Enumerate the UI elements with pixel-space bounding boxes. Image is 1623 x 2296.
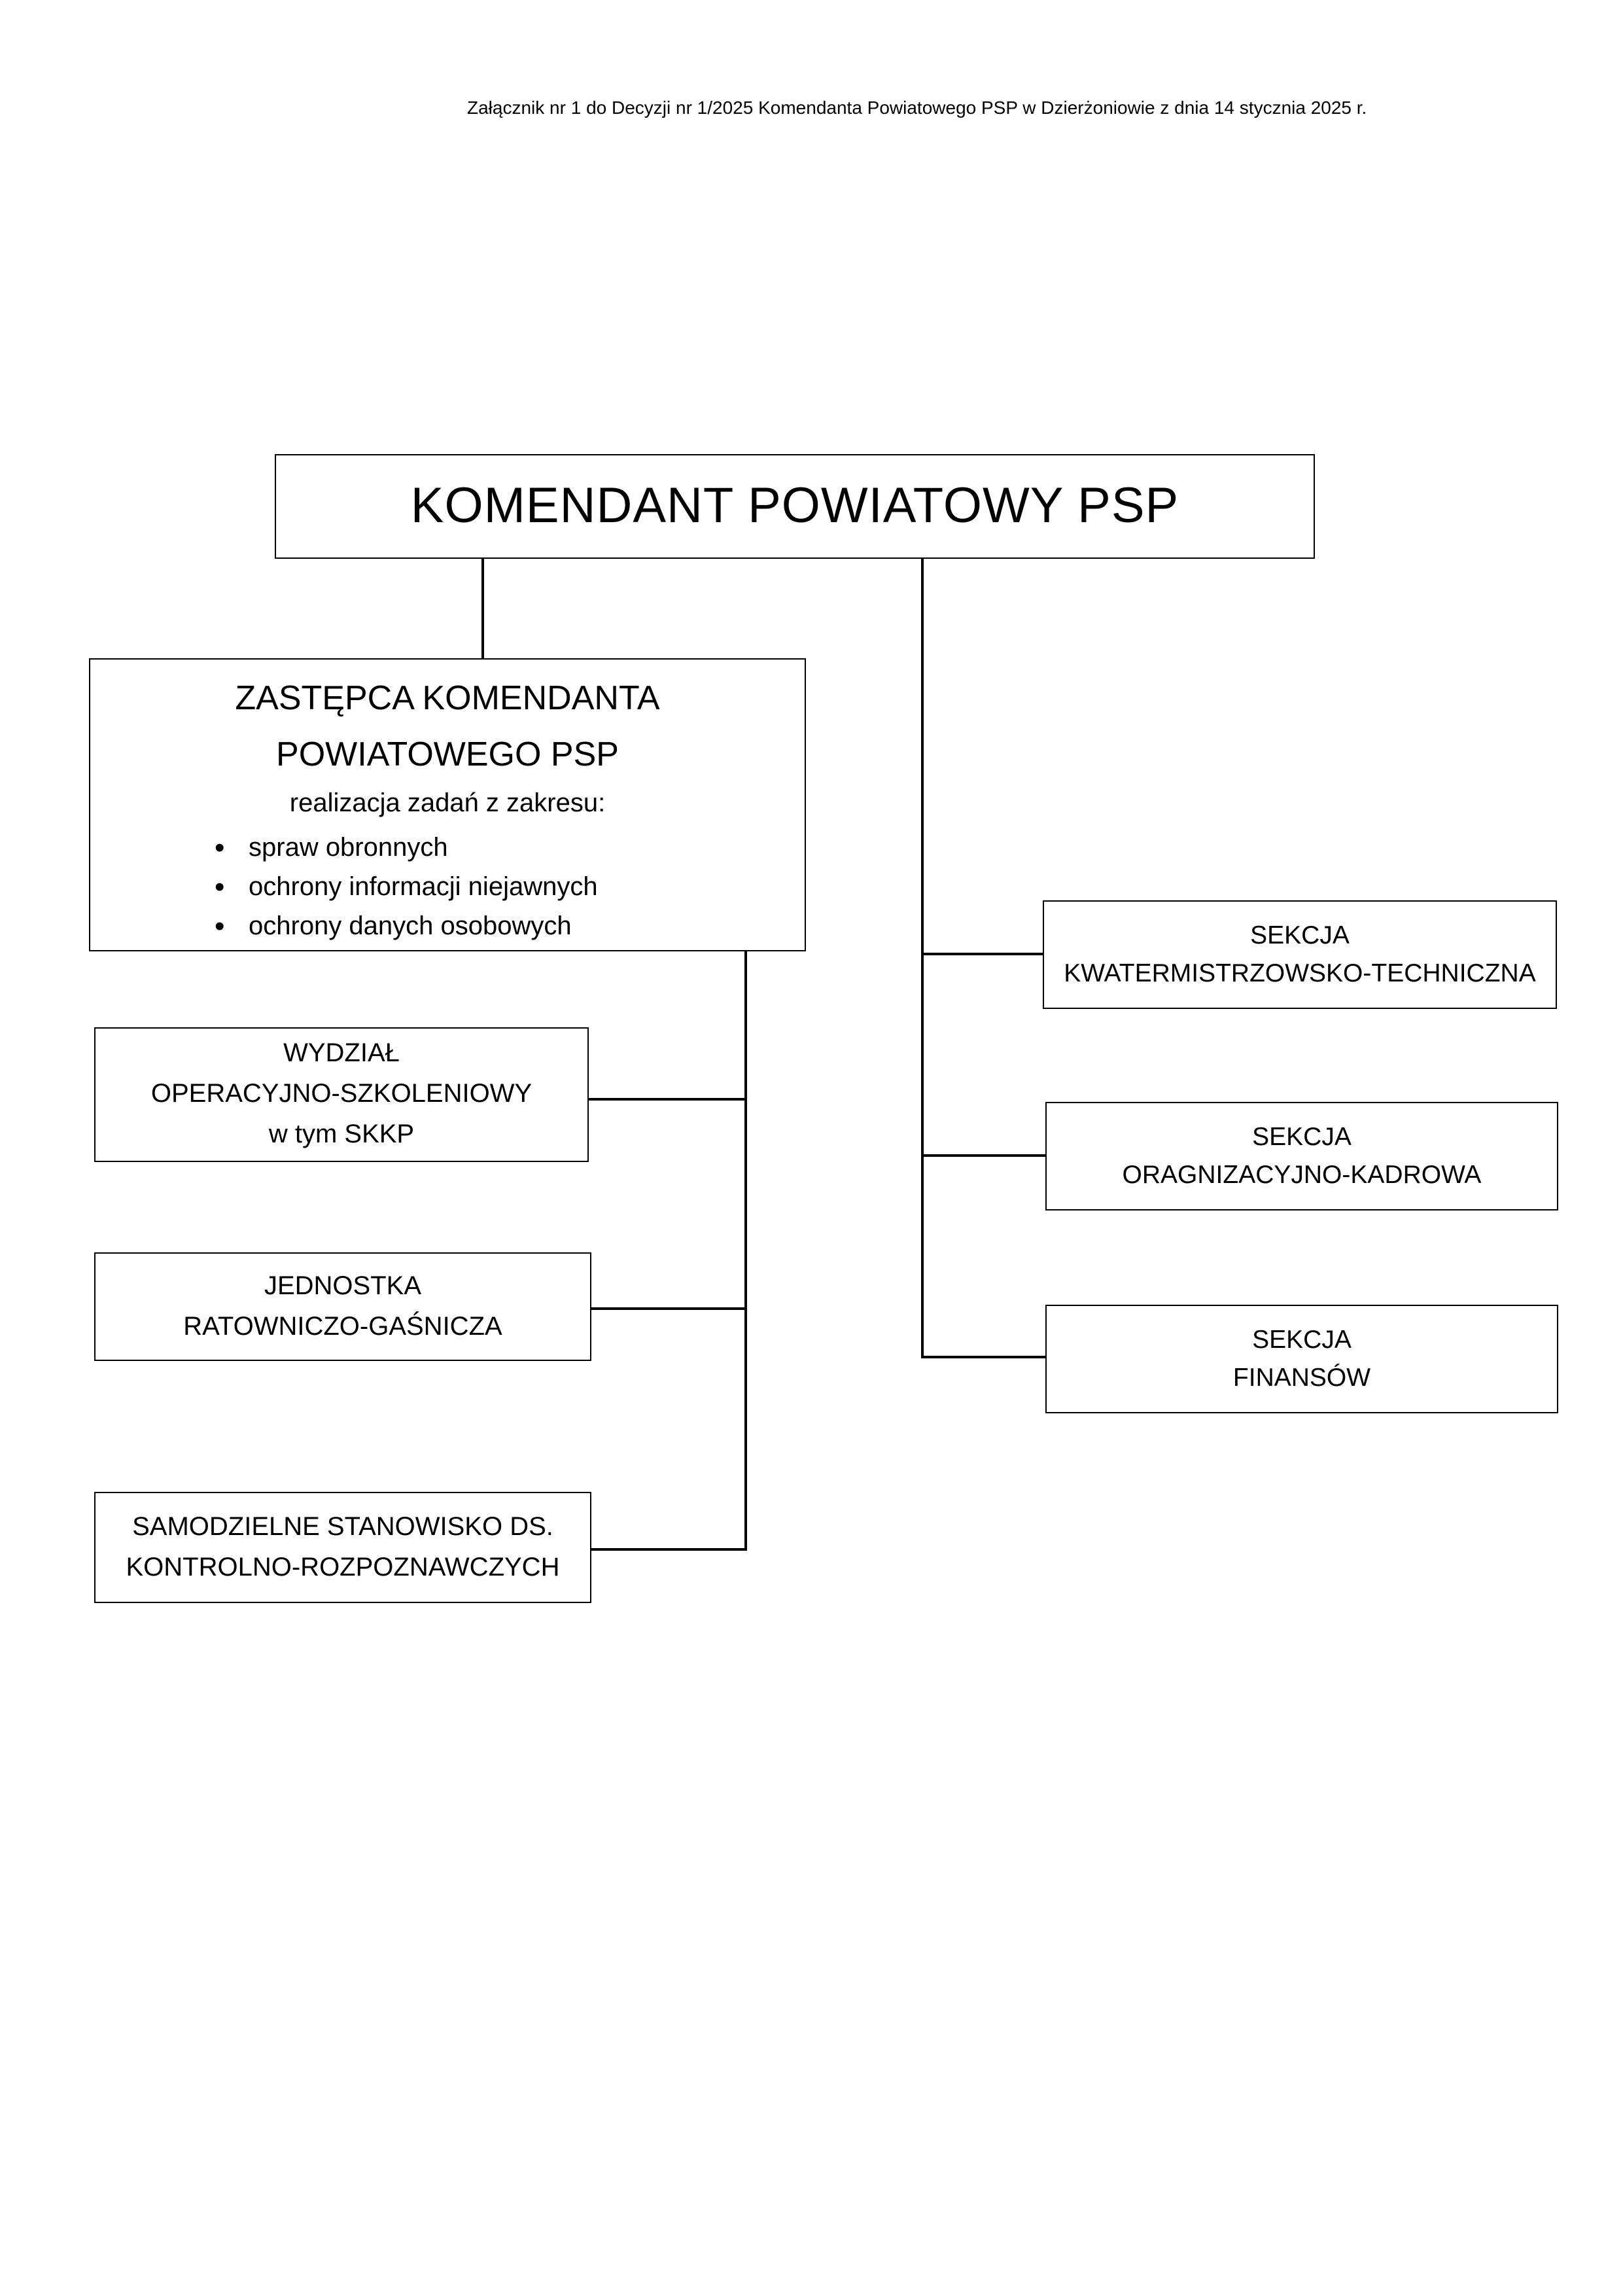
sekcja-organizacyjna-line-1: SEKCJA [1252,1122,1352,1151]
connector-branch-wydzial [587,1098,746,1100]
jednostka-line-2: RATOWNICZO-GAŚNICZA [183,1312,502,1341]
zastepca-bullet-list [90,828,805,946]
org-node-jednostka-ratowniczo-gasnicza [94,1252,591,1361]
org-node-zastepca [89,658,806,951]
jednostka-line-1: JEDNOSTKA [264,1271,422,1300]
connector-branch-samodzielne [590,1548,746,1550]
sekcja-organizacyjna-line-2: ORAGNIZACYJNO-KADROWA [1122,1160,1482,1189]
zastepca-bullet-item: • spraw obronnych [90,828,805,868]
zastepca-bullet-item: • ochrony danych osobowych [90,907,805,946]
wydzial-line-1: WYDZIAŁ [283,1039,400,1068]
sekcja-finansow-line-2: FINANSÓW [1232,1363,1371,1392]
zastepca-title-line-2: POWIATOWEGO PSP [276,734,619,773]
samodzielne-line-2: KONTROLNO-ROZPOZNAWCZYCH [126,1553,560,1581]
sekcja-finansow-line-1: SEKCJA [1252,1325,1352,1354]
samodzielne-line-1: SAMODZIELNE STANOWISKO DS. [132,1512,553,1541]
connector-branch-sekcja-kwatermistrzowska [921,953,1044,955]
attachment-annotation: Załącznik nr 1 do Decyzji nr 1/2025 Komendanta Powiatowego PSP w Dzierżoniowie z dnia 14 stycznia 2025 r. [467,97,1367,118]
connector-branch-sekcja-organizacyjna [921,1154,1047,1156]
connector-branch-sekcja-finansow [921,1356,1047,1358]
connector-zastepca-trunk [744,950,746,1551]
connector-komendant-to-zastepca [481,557,483,658]
org-node-sekcja-finansow [1045,1305,1558,1413]
sekcja-kwatermistrzowska-line-1: SEKCJA [1250,921,1350,949]
komendant-label: KOMENDANT POWIATOWY PSP [410,479,1179,534]
org-node-wydzial-operacyjno-szkoleniowy [94,1027,589,1162]
sekcja-kwatermistrzowska-line-2: KWATERMISTRZOWSKO-TECHNICZNA [1064,959,1536,987]
org-node-samodzielne-stanowisko [94,1492,591,1603]
wydzial-line-2: OPERACYJNO-SZKOLENIOWY [150,1080,532,1108]
wydzial-line-3: w tym SKKP [268,1120,415,1149]
org-node-sekcja-organizacyjno-kadrowa [1045,1102,1558,1210]
connector-branch-jednostka [590,1307,746,1309]
zastepca-subtitle: realizacja zadań z zakresu: [289,789,606,818]
org-node-sekcja-kwatermistrzowsko-techniczna [1043,900,1557,1009]
org-node-komendant [275,454,1315,559]
connector-komendant-sekcje-trunk [921,557,923,1357]
zastepca-bullet-item: • ochrony informacji niejawnych [90,868,805,907]
zastepca-title-line-1: ZASTĘPCA KOMENDANTA [235,678,660,717]
